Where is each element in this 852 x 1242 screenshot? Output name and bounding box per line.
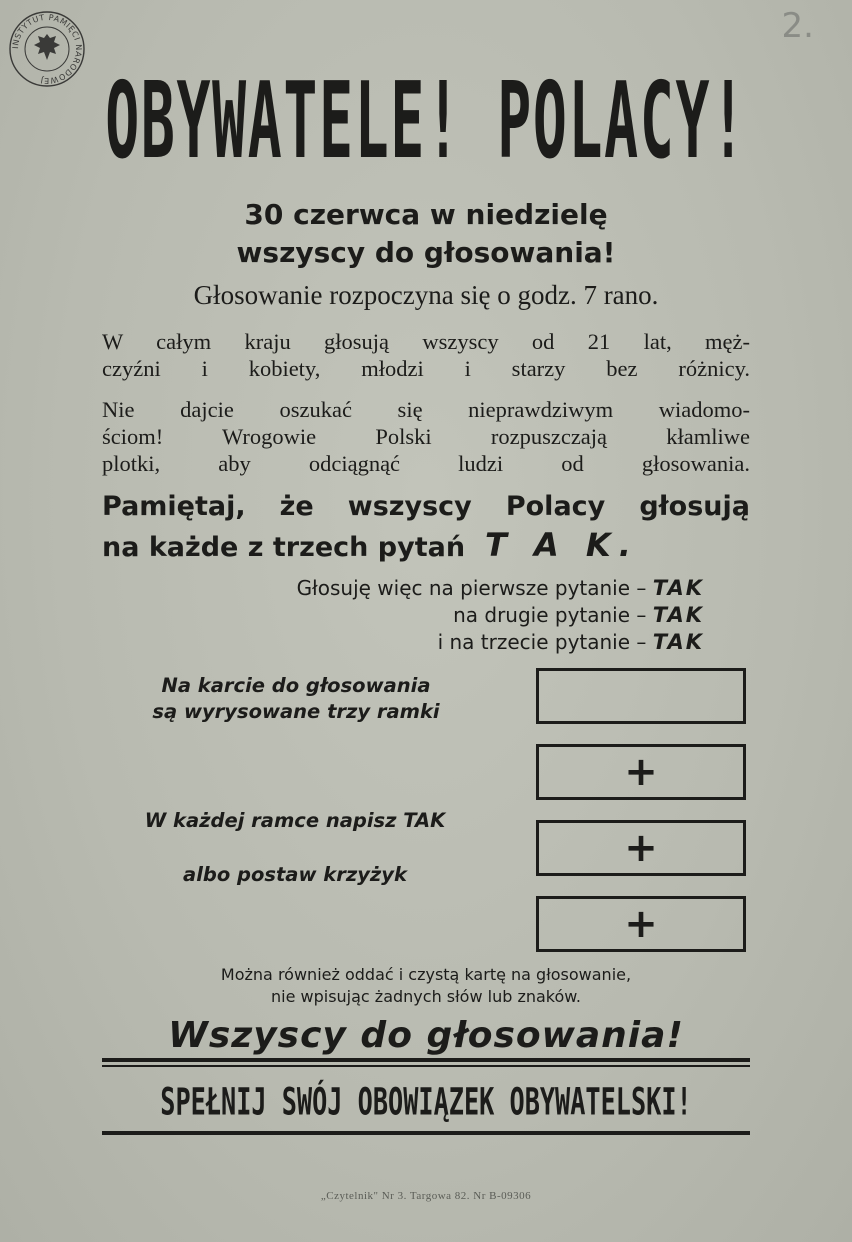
question-list — [297, 575, 704, 656]
write-tak-note: W każdej ramce napisz TAK — [144, 809, 446, 832]
cross-note: albo postaw krzyżyk — [183, 863, 407, 886]
question-line — [297, 575, 704, 602]
subhead-line: wszyscy do głosowania! — [236, 236, 616, 269]
remember-tak: T A K. — [485, 526, 639, 564]
question-answer: TAK — [652, 630, 704, 654]
question-text: na drugie pytanie – — [453, 603, 653, 627]
question-line — [297, 602, 704, 629]
printer-footer: „Czytelnik" Nr 3. Targowa 82. Nr B-09306 — [320, 1190, 532, 1202]
plus-icon: + — [624, 825, 658, 871]
remember-block — [102, 488, 750, 567]
plus-icon: + — [624, 749, 658, 795]
start-time: Głosowanie rozpoczyna się o godz. 7 rano. — [193, 280, 659, 310]
paragraph-line: plotki, aby odciągnąć ludzi od głosowania. — [102, 451, 750, 476]
paragraph-line: czyźni i kobiety, młodzi i starzy bez różnicy. — [102, 356, 750, 381]
plus-icon: + — [624, 901, 658, 947]
ballot-box-empty — [536, 668, 746, 724]
headline: OBYWATELE! POLACY! — [105, 60, 747, 184]
stamp-ring-text: INSTYTUT PAMIĘCI NARODOWEJ — [10, 12, 84, 86]
ballot-box-cross — [536, 744, 746, 800]
civic-duty-banner: SPEŁNIJ SWÓJ OBOWIĄZEK OBYWATELSKI! — [160, 1081, 692, 1125]
question-answer: TAK — [652, 576, 704, 600]
divider — [102, 1065, 750, 1067]
question-text: i na trzecie pytanie – — [437, 630, 653, 654]
ballot-note-line: Na karcie do głosowania — [161, 674, 431, 697]
paragraph-warning — [102, 396, 750, 477]
divider — [102, 1131, 750, 1135]
blank-ballot-note — [0, 964, 852, 1008]
ballot-note-line: są wyrysowane trzy ramki — [152, 700, 440, 723]
paragraph-line: W całym kraju głosują wszyscy od 21 lat, męż- — [102, 329, 750, 354]
page-number: 2. — [781, 6, 814, 46]
blank-note-line: nie wpisując żadnych słów lub znaków. — [270, 987, 581, 1006]
ballot-box-cross — [536, 820, 746, 876]
subheadline — [0, 196, 852, 272]
ballot-box-cross — [536, 896, 746, 952]
paragraph-line: ściom! Wrogowie Polski rozpuszczają kłamliwe — [102, 424, 750, 449]
question-text: Głosuję więc na pierwsze pytanie – — [296, 576, 653, 600]
ballot-note — [108, 673, 484, 725]
question-line — [297, 629, 704, 656]
slogan: Wszyscy do głosowania! — [168, 1015, 684, 1056]
subhead-line: 30 czerwca w niedzielę — [244, 198, 608, 231]
blank-note-line: Można również oddać i czystą kartę na głosowanie, — [220, 965, 632, 984]
remember-line: Pamiętaj, że wszyscy Polacy głosują — [102, 491, 750, 522]
divider — [102, 1058, 750, 1062]
remember-line: na każde z trzech pytań — [102, 532, 466, 563]
paragraph-voters — [102, 328, 750, 382]
question-answer: TAK — [652, 603, 704, 627]
paragraph-line: Nie dajcie oszukać się nieprawdziwym wiadomo- — [102, 397, 750, 422]
